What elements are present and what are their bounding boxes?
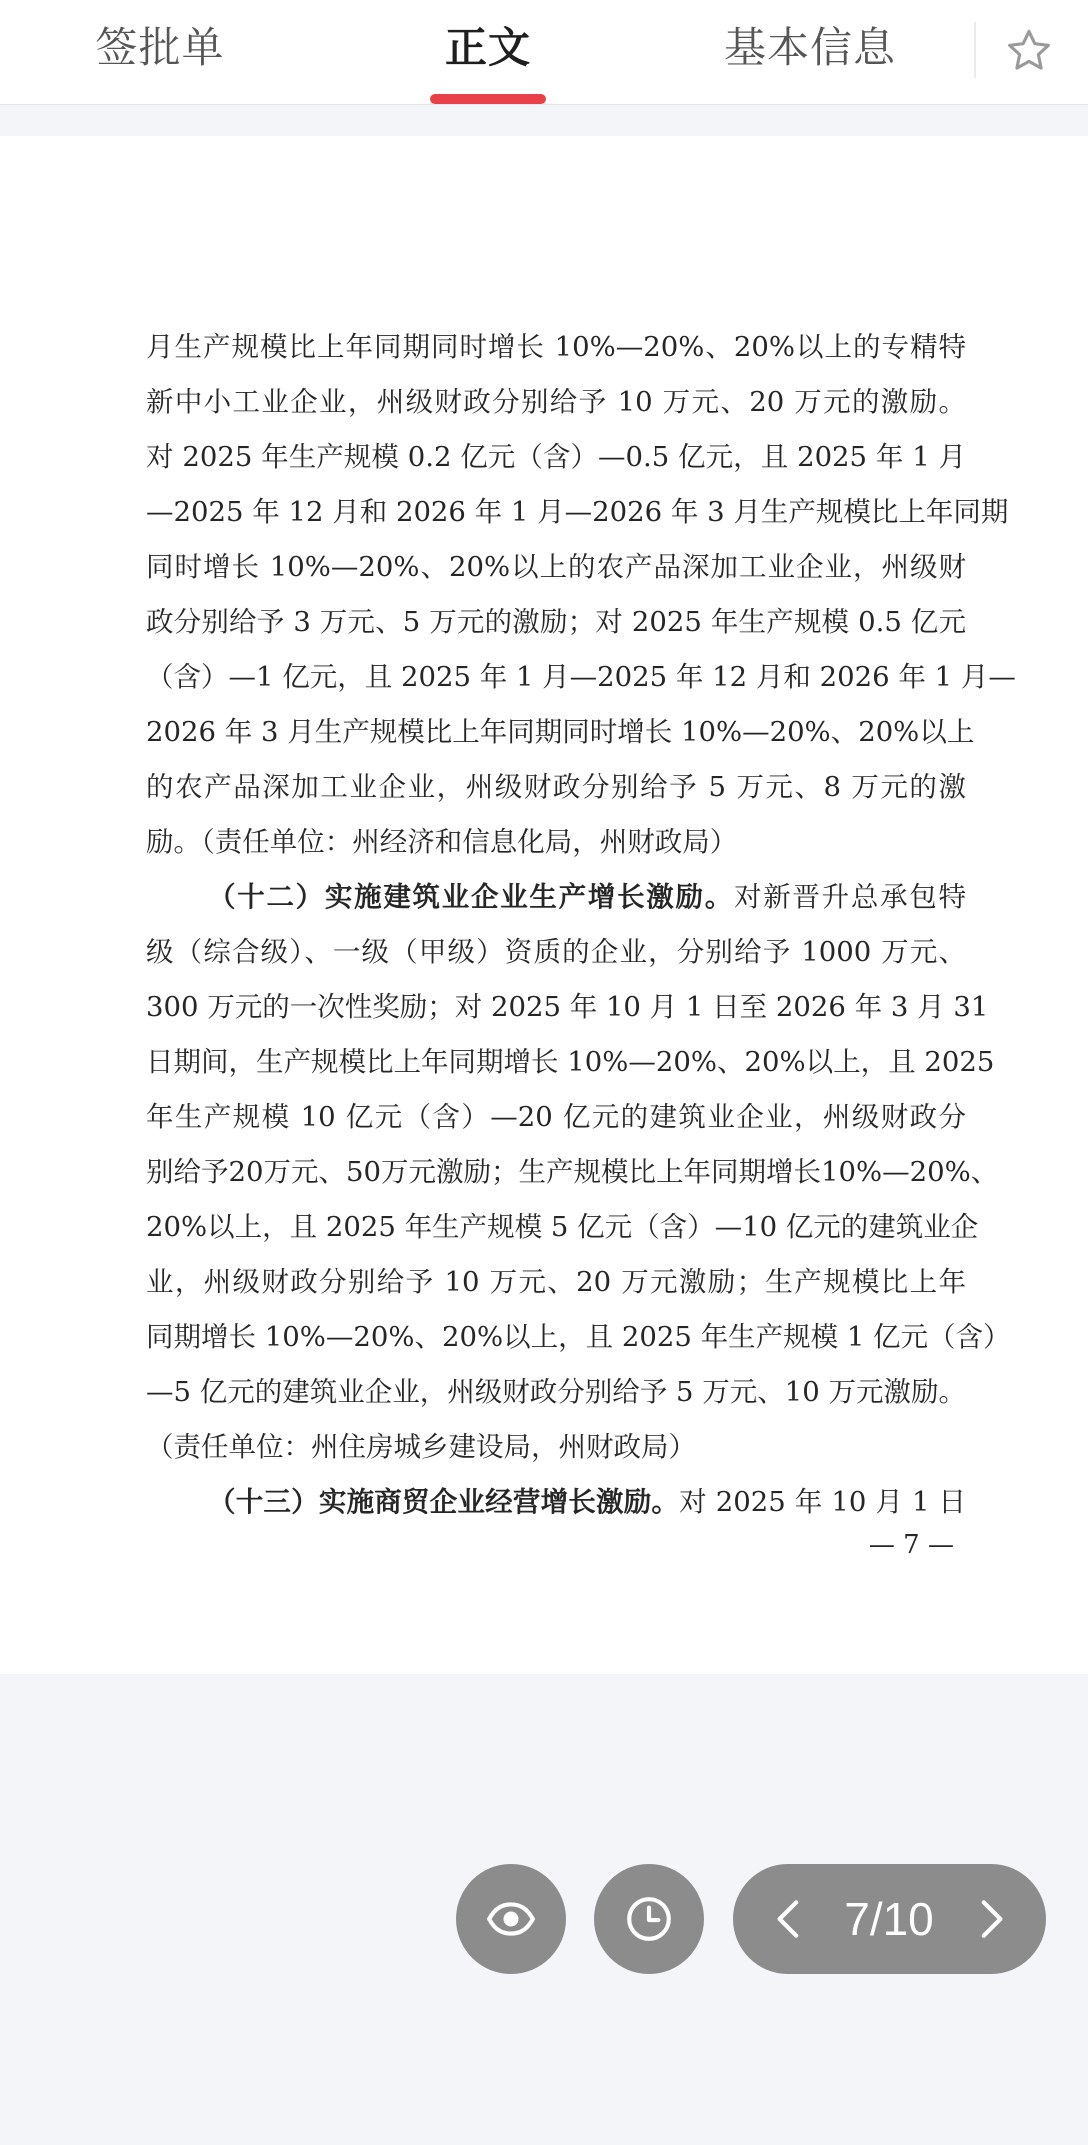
page-navigator [733, 1864, 1046, 1974]
text-line: 业，州级财政分别给予 10 万元、20 万元激励；生产规模比上年 [146, 1266, 966, 1298]
star-icon[interactable] [1004, 26, 1054, 76]
section-13-text: 对 2025 年 10 月 1 日 [679, 1486, 966, 1518]
chevron-left-icon[interactable] [765, 1894, 815, 1944]
document-text [146, 320, 1016, 1530]
section-13-first-line [146, 1475, 966, 1530]
text-line: 年生产规模 10 亿元（含）—20 亿元的建筑业企业，州级财政分 [146, 1101, 966, 1133]
text-line: 级（综合级）、一级（甲级）资质的企业，分别给予 1000 万元、 [146, 936, 966, 968]
section-12-text: 对新晋升总承包特 [733, 881, 967, 913]
divider [974, 22, 976, 78]
eye-icon [486, 1894, 536, 1944]
text-line: 300 万元的一次性奖励；对 2025 年 10 月 1 日至 2026 年 3 月 31 [146, 991, 989, 1023]
clock-icon [624, 1894, 674, 1944]
text-line: 对 2025 年生产规模 0.2 亿元（含）—0.5 亿元，且 2025 年 1 月 [146, 441, 966, 473]
page-number: — 7 — [868, 1530, 954, 1560]
text-line: 同时增长 10%—20%、20%以上的农产品深加工业企业，州级财 [146, 551, 966, 583]
text-line: 月生产规模比上年同期同时增长 10%—20%、20%以上的专精特 [146, 331, 966, 363]
active-tab-indicator [430, 94, 546, 104]
text-line: 励。（责任单位：州经济和信息化局，州财政局） [146, 826, 738, 858]
text-line: —5 亿元的建筑业企业，州级财政分别给予 5 万元、10 万元激励。 [146, 1376, 966, 1408]
text-line: 日期间，生产规模比上年同期增长 10%—20%、20%以上，且 2025 [146, 1046, 995, 1078]
tab-main-text[interactable]: 正文 [444, 23, 531, 72]
text-line: 20%以上，且 2025 年生产规模 5 亿元（含）—10 亿元的建筑业企 [146, 1211, 979, 1243]
text-line: （责任单位：州住房城乡建设局，州财政局） [146, 1431, 696, 1463]
text-line: 同期增长 10%—20%、20%以上，且 2025 年生产规模 1 亿元（含） [146, 1321, 1011, 1353]
text-line: —2025 年 12 月和 2026 年 1 月—2026 年 3 月生产规模比上年同期 [146, 496, 1009, 528]
section-13-heading: （十三）实施商贸企业经营增长激励。 [208, 1486, 680, 1518]
section-12-heading: （十二）实施建筑业企业生产增长激励。 [208, 881, 734, 913]
tab-basic-info[interactable]: 基本信息 [723, 23, 896, 72]
text-line: 政分别给予 3 万元、5 万元的激励；对 2025 年生产规模 0.5 亿元 [146, 606, 966, 638]
document-page [0, 136, 1088, 1674]
page-indicator: 7/10 [844, 1893, 934, 1945]
tab-approval-form[interactable]: 签批单 [95, 23, 225, 72]
text-line: （含）—1 亿元，且 2025 年 1 月—2025 年 12 月和 2026 年 1 月— [146, 661, 1016, 693]
text-line: 别给予20万元、50万元激励；生产规模比上年同期增长10%—20%、 [146, 1156, 999, 1188]
text-line: 新中小工业企业，州级财政分别给予 10 万元、20 万元的激励。 [146, 386, 966, 418]
history-button[interactable] [594, 1864, 704, 1974]
text-line: 的农产品深加工业企业，州级财政分别给予 5 万元、8 万元的激 [146, 771, 966, 803]
chevron-right-icon[interactable] [965, 1894, 1015, 1944]
top-tab-bar [0, 0, 1088, 105]
text-line: 2026 年 3 月生产规模比上年同期同时增长 10%—20%、20%以上 [146, 716, 975, 748]
section-12-first-line [146, 870, 966, 925]
view-button[interactable] [456, 1864, 566, 1974]
